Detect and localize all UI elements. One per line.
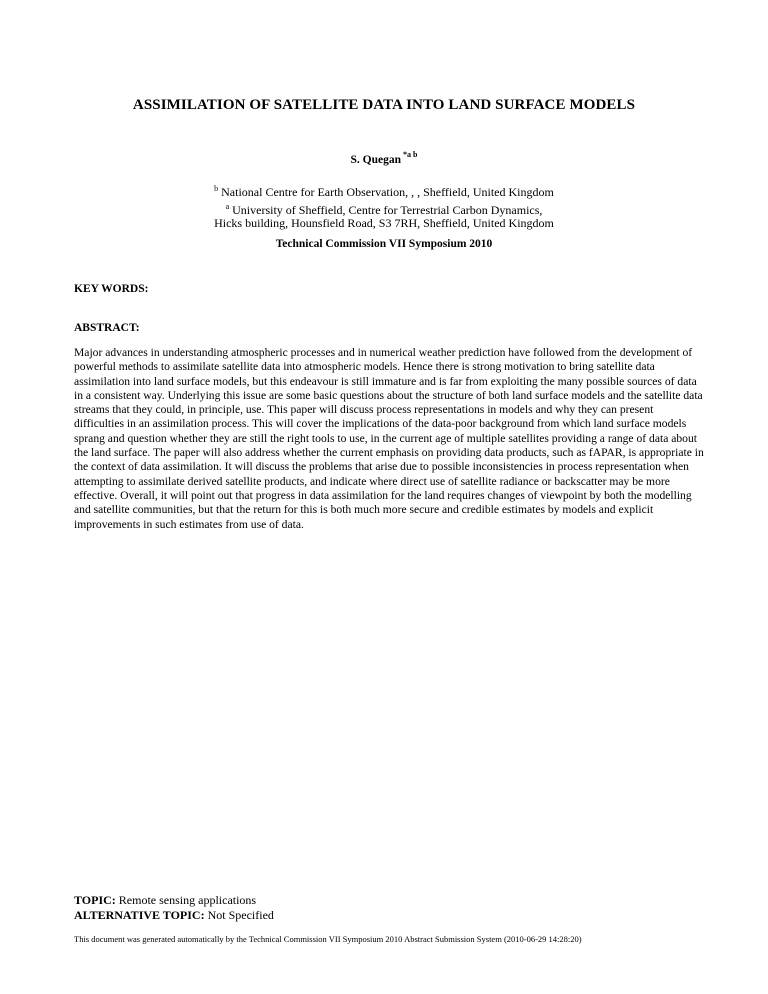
affiliation-1-mark: b (214, 184, 219, 193)
abstract-heading: ABSTRACT: (74, 322, 140, 334)
abstract-text: Major advances in understanding atmospheric processes and in numerical weather prediction have followed from the development of powerful methods to assimilate satellite data into atmospheric models. Hence there is strong motivation to bring satellite data assimilation into land surface models, but this endeavour is still immature and is far from exploiting the many possible sources of data in a consistent way. Underlying this issue are some basic questions about the structure of both land surface models and the satellite data streams that they could, in principle, use. This paper will discuss process representations in models and why they can present difficulties in an assimilation process. This will cover the implications of the data-poor background from which land surface models sprang and question whether they are still the right tools to use, in the current age of multiple satellites providing a range of data about the land surface. The paper will also address whether the current emphasis on providing data products, such as fAPAR, is appropriate in the context of data assimilation. It will discuss the problems that arise due to possible inconsistencies in process representation when attempting to assimilate derived satellite products, and indicate where direct use of satellite radiance or backscatter may be more effective. Overall, it will point out that progress in data assimilation for the land requires changes of viewpoint by both the modelling and satellite communities, but that the return for this is both much more secure and credible estimates by models and explicit improvements in such estimates from use of data. (74, 346, 704, 531)
paper-title: ASSIMILATION OF SATELLITE DATA INTO LAND SURFACE MODELS (132, 97, 636, 113)
affiliation-address-text: Hicks building, Hounsfield Road, S3 7RH, Sheffield, United Kingdom (214, 216, 554, 230)
affiliation-2-address (0, 215, 768, 231)
alternative-topic-line (74, 908, 274, 923)
alternative-topic-label: ALTERNATIVE TOPIC: (74, 908, 205, 922)
author-line (0, 150, 768, 166)
alternative-topic-value: Not Specified (207, 908, 274, 922)
affiliation-2-mark: a (225, 202, 230, 211)
keywords-label: KEY WORDS: (74, 283, 149, 295)
author-name: S. Quegan (350, 154, 402, 166)
footer-note: This document was generated automatically by the Technical Commission VII Symposium 2010 Abstract Submission System (2010-06-29 14:28:20) (74, 934, 582, 944)
affiliation-1-text: National Centre for Earth Observation, , , Sheffield, United Kingdom (221, 185, 554, 199)
topic-line (74, 893, 256, 908)
keywords-section (74, 283, 148, 295)
symposium-name: Technical Commission VII Symposium 2010 (275, 238, 493, 250)
affiliation-2-text: University of Sheffield, Centre for Terrestrial Carbon Dynamics, (232, 203, 543, 217)
topic-value: Remote sensing applications (118, 893, 257, 907)
author-marks: *a b (403, 150, 418, 159)
affiliation-1 (0, 181, 768, 200)
topic-label: TOPIC: (74, 893, 116, 907)
